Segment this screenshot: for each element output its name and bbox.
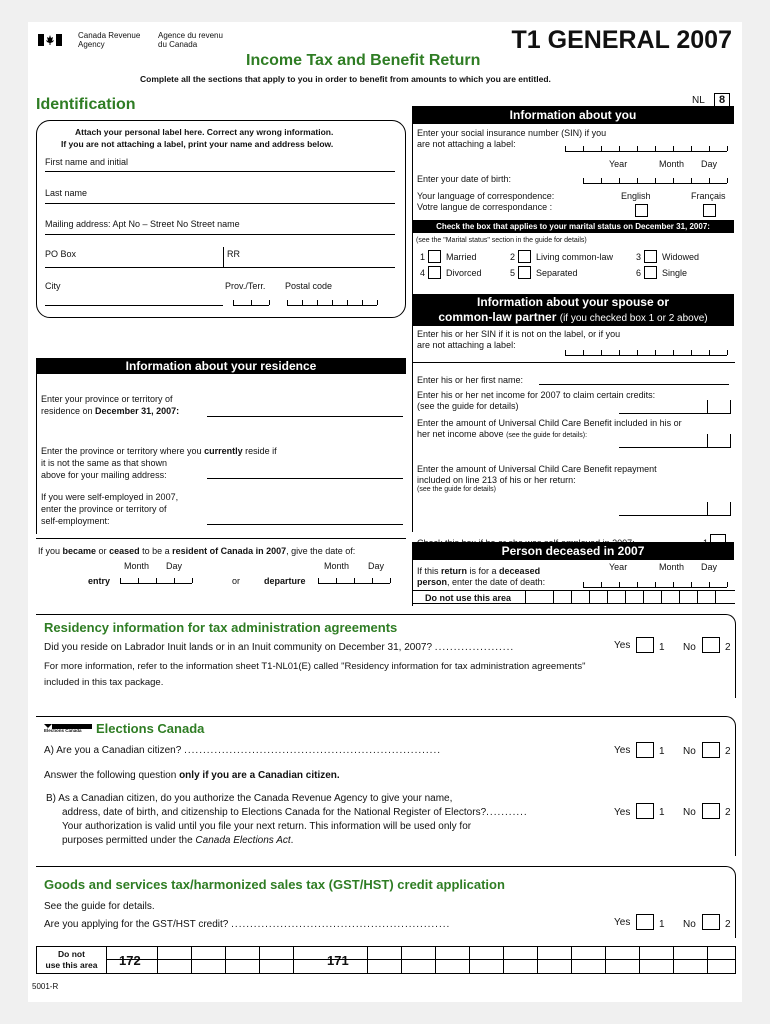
gst-no-checkbox[interactable] xyxy=(702,914,720,930)
widowed-checkbox[interactable] xyxy=(644,250,657,263)
mailing-address-label: Mailing address: Apt No – Street No Street name xyxy=(45,219,240,229)
residency-no-label: No xyxy=(683,642,696,653)
spouse-first-name-label: Enter his or her first name: xyxy=(417,375,524,385)
form-code: 5001-R xyxy=(32,982,59,991)
last-name-label: Last name xyxy=(45,188,88,198)
gst-section: Goods and services tax/harmonized sales tax (GST/HST) credit application See the guide for details. Are you applying for the GST/HST credit? .......................................................... Yes 1 No 2 xyxy=(36,866,736,938)
spouse-repayment-label-3: (see the guide for details) xyxy=(417,486,496,493)
marital-status-bar: Check the box that applies to your marital status on December 31, 2007: xyxy=(412,220,734,233)
english-checkbox[interactable] xyxy=(635,204,648,217)
francais-checkbox[interactable] xyxy=(703,204,716,217)
elections-question-b-4b: Canada Elections Act xyxy=(195,835,291,846)
elections-canada-logo xyxy=(42,722,94,735)
gst-yes-label: Yes xyxy=(614,917,631,928)
elections-answer-a: Answer the following question xyxy=(44,770,180,781)
entry-date-field[interactable] xyxy=(120,574,192,584)
residency-yes-num: 1 xyxy=(659,642,665,653)
common-law-checkbox[interactable] xyxy=(518,250,531,263)
elections-a-no-label: No xyxy=(683,746,696,757)
entry-month-label: Month xyxy=(124,561,150,571)
elections-b-yes-label: Yes xyxy=(614,807,631,818)
elections-b-no-num: 2 xyxy=(725,807,731,818)
form-instruction: Complete all the sections that apply to you in order to benefit from amounts to which you are entitled. xyxy=(140,74,551,84)
label-area[interactable] xyxy=(36,120,406,318)
married-label: Married xyxy=(446,252,477,262)
language-label-fr: Votre langue de correspondance : xyxy=(417,202,553,212)
deceased-header: Person deceased in 2007 xyxy=(412,542,734,560)
footer-not-use-area xyxy=(36,946,736,974)
spouse-title-2: common-law partner xyxy=(438,310,557,324)
became-label-e: to be a xyxy=(139,546,173,556)
residence-province-field[interactable] xyxy=(207,416,403,417)
residency-yes-checkbox[interactable] xyxy=(636,637,654,653)
agency-name-en: Canada Revenue Agency xyxy=(78,31,141,49)
dob-month-label: Month xyxy=(659,159,685,169)
po-box-label: PO Box xyxy=(45,249,77,259)
divorced-checkbox[interactable] xyxy=(428,266,441,279)
first-name-field[interactable] xyxy=(45,171,395,172)
deceased-label-1a: If this xyxy=(417,566,442,576)
elections-a-no-checkbox[interactable] xyxy=(702,742,720,758)
current-prov-label-1b: currently xyxy=(204,446,243,456)
gst-no-num: 2 xyxy=(725,919,731,930)
elections-a-yes-checkbox[interactable] xyxy=(636,742,654,758)
deceased-label-1d: deceased xyxy=(499,566,541,576)
elections-answer-b: only if you are a Canadian citizen. xyxy=(179,770,340,781)
footer-not-use-label xyxy=(37,947,107,973)
spouse-repayment-field[interactable] xyxy=(619,502,731,516)
footer-not-use-1: Do not xyxy=(58,949,85,959)
residence-prov-label-1: Enter your province or territory of xyxy=(41,394,173,404)
became-label-d: ceased xyxy=(109,546,140,556)
canada-flag-icon xyxy=(38,34,62,46)
separated-label: Separated xyxy=(536,268,578,278)
city-label: City xyxy=(45,281,61,291)
deceased-section xyxy=(412,560,734,606)
entry-label: entry xyxy=(88,576,111,586)
sin-field[interactable] xyxy=(565,142,727,152)
footer-code-171: 171 xyxy=(327,953,349,968)
residency-info-2: included in this tax package. xyxy=(44,677,164,688)
single-num: 6 xyxy=(636,268,642,278)
gst-question: Are you applying for the GST/HST credit? xyxy=(44,919,229,930)
deceased-month-label: Month xyxy=(659,562,685,572)
residency-section: Residency information for tax administration agreements Did you reside on Labrador Inuit lands or in an Inuit community on December 31, 2007? ..................... Yes 1 No 2 For more information, refer to the information sheet T1-NL01(E) called "Residency information for tax administration agreements" included in this tax package. xyxy=(36,614,736,698)
single-label: Single xyxy=(662,268,688,278)
gst-yes-checkbox[interactable] xyxy=(636,914,654,930)
francais-label: Français xyxy=(691,191,726,201)
entry-day-label: Day xyxy=(166,561,183,571)
dob-field[interactable] xyxy=(583,174,727,184)
spouse-sin-field[interactable] xyxy=(565,346,727,356)
departure-month-label: Month xyxy=(324,561,350,571)
dob-label: Enter your date of birth: xyxy=(417,174,512,184)
became-label-c: or xyxy=(96,546,110,556)
self-emp-prov-label-3: self-employment: xyxy=(41,516,110,526)
postal-code-label: Postal code xyxy=(285,281,333,291)
spouse-uccb-label-1: Enter the amount of Universal Child Care Benefit included in his or xyxy=(417,418,682,428)
footer-code-172: 172 xyxy=(119,953,141,968)
province-code: NL xyxy=(692,95,705,106)
elections-title: Elections Canada xyxy=(96,721,205,736)
spouse-repayment-label-1: Enter the amount of Universal Child Care Benefit repayment xyxy=(417,464,657,474)
elections-a-yes-num: 1 xyxy=(659,746,665,757)
english-label: English xyxy=(621,191,651,201)
city-field[interactable] xyxy=(45,305,223,306)
first-name-label: First name and initial xyxy=(45,157,129,167)
last-name-field[interactable] xyxy=(45,203,395,204)
residency-question: Did you reside on Labrador Inuit lands or in an Inuit community on December 31, 2007? xyxy=(44,642,433,653)
common-law-label: Living common-law xyxy=(536,252,614,262)
self-emp-prov-label-1: If you were self-employed in 2007, xyxy=(41,492,179,502)
divorced-label: Divorced xyxy=(446,268,482,278)
deceased-date-field[interactable] xyxy=(583,578,727,588)
marital-note: (see the "Marital status" section in the guide for details) xyxy=(416,237,587,244)
elections-logo-text: Elections Canada xyxy=(44,728,82,733)
agency-name-fr: Agence du revenu du Canada xyxy=(158,31,223,49)
elections-a-no-num: 2 xyxy=(725,746,731,757)
spouse-uccb-label-2b: (see the guide for details): xyxy=(506,432,588,439)
spouse-sin-label-2: are not attaching a label: xyxy=(417,340,516,350)
attach-line-2: If you are not attaching a label, print your name and address below. xyxy=(61,139,334,149)
spouse-repayment-label-2: included on line 213 of his or her return: xyxy=(417,475,576,485)
widowed-num: 3 xyxy=(636,252,642,262)
elections-b-no-label: No xyxy=(683,807,696,818)
spouse-header xyxy=(412,294,734,326)
form-subtitle: Income Tax and Benefit Return xyxy=(246,52,481,69)
spouse-income-label-2: (see the guide for details) xyxy=(417,401,519,411)
spouse-section xyxy=(412,326,734,532)
gst-title: Goods and services tax/harmonized sales tax (GST/HST) credit application xyxy=(44,877,505,892)
dob-year-label: Year xyxy=(609,159,628,169)
spouse-income-label-1: Enter his or her net income for 2007 to claim certain credits: xyxy=(417,390,656,400)
separated-num: 5 xyxy=(510,268,516,278)
residency-title: Residency information for tax administration agreements xyxy=(44,620,398,635)
prov-terr-label: Prov./Terr. xyxy=(225,281,266,291)
common-law-num: 2 xyxy=(510,252,516,262)
current-prov-label-1c: reside if xyxy=(242,446,277,456)
self-emp-province-field[interactable] xyxy=(207,524,403,525)
elections-section: Elections Canada Elections Canada A) Are you a Canadian citizen? .................................................................... Yes 1 No 2 Answer the following question only if you are a Canadian citizen. B) As a Canadian citizen, do you authorize the Canada Revenue Agency to give your name, address, date of birth, and citizenship to Elections Canada for the National Register of Electors?........... Your authorization is valid until you file your next return. This information will be used only for purposes permitted under the Canada Elections Act. Yes 1 No 2 xyxy=(36,716,736,856)
departure-date-field[interactable] xyxy=(318,574,390,584)
deceased-label-2a: person xyxy=(417,577,448,587)
departure-label: departure xyxy=(264,576,306,586)
divorced-num: 4 xyxy=(420,268,426,278)
spouse-uccb-label-2: her net income above xyxy=(417,429,504,439)
single-checkbox[interactable] xyxy=(644,266,657,279)
current-prov-label-3: above for your mailing address: xyxy=(41,470,167,480)
residence-prov-label-2b: December 31, 2007: xyxy=(95,406,180,416)
departure-day-label: Day xyxy=(368,561,385,571)
became-label-a: If you xyxy=(38,546,63,556)
spouse-uccb-field[interactable] xyxy=(619,434,731,448)
elections-question-b-4c: . xyxy=(290,835,294,846)
elections-question-b-2: address, date of birth, and citizenship to Elections Canada for the National Register of Electors? xyxy=(62,807,487,818)
spouse-income-field[interactable] xyxy=(619,400,731,414)
mailing-address-field[interactable] xyxy=(45,234,395,235)
identification-title: Identification xyxy=(36,96,136,113)
spouse-sin-label-1: Enter his or her SIN if it is not on the label, or if you xyxy=(417,329,621,339)
residency-no-checkbox[interactable] xyxy=(702,637,720,653)
separated-checkbox[interactable] xyxy=(518,266,531,279)
self-emp-prov-label-2: enter the province or territory of xyxy=(41,504,167,514)
about-you-header: Information about you xyxy=(412,106,734,124)
province-number: 8 xyxy=(714,93,730,108)
residency-no-num: 2 xyxy=(725,642,731,653)
dob-day-label: Day xyxy=(701,159,718,169)
gst-guide-label: See the guide for details. xyxy=(44,901,155,912)
or-label: or xyxy=(232,576,241,586)
deceased-not-use-area xyxy=(413,590,735,604)
elections-question-b-4a: purposes permitted under the xyxy=(62,835,196,846)
sin-label-2: are not attaching a label: xyxy=(417,139,516,149)
became-label-b: became xyxy=(62,546,97,556)
widowed-label: Widowed xyxy=(662,252,700,262)
residence-section xyxy=(36,374,406,534)
deceased-label-1c: is for a xyxy=(467,566,500,576)
current-prov-label-2: it is not the same as that shown xyxy=(41,458,168,468)
residence-prov-label-2a: residence on xyxy=(41,406,96,416)
married-num: 1 xyxy=(420,252,426,262)
spouse-title-2b: (if you checked box 1 or 2 above) xyxy=(559,313,708,324)
deceased-label-2b: , enter the date of death: xyxy=(447,577,546,587)
form-title: T1 GENERAL 2007 xyxy=(511,26,732,54)
current-prov-label-1a: Enter the province or territory where you xyxy=(41,446,205,456)
gst-no-label: No xyxy=(683,919,696,930)
po-box-field[interactable] xyxy=(45,267,395,268)
spouse-title-1: Information about your spouse or xyxy=(476,295,669,309)
elections-question-a: A) Are you a Canadian citizen? xyxy=(44,745,182,756)
deceased-not-use-label: Do not use this area xyxy=(425,593,512,603)
residence-header: Information about your residence xyxy=(36,358,406,374)
became-label-g: , give the date of: xyxy=(286,546,356,556)
deceased-year-label: Year xyxy=(609,562,628,572)
elections-a-yes-label: Yes xyxy=(614,745,631,756)
residency-yes-label: Yes xyxy=(614,640,631,651)
current-province-field[interactable] xyxy=(207,478,403,479)
footer-not-use-2: use this area xyxy=(45,960,98,970)
deceased-day-label: Day xyxy=(701,562,718,572)
elections-b-no-checkbox[interactable] xyxy=(702,803,720,819)
language-label-en: Your language of correspondence: xyxy=(417,191,555,201)
postal-code-field[interactable] xyxy=(287,296,377,306)
tax-form-page xyxy=(28,22,742,1002)
deceased-label-1b: return xyxy=(441,566,468,576)
married-checkbox[interactable] xyxy=(428,250,441,263)
sin-label-1: Enter your social insurance number (SIN) if you xyxy=(417,128,607,138)
attach-line-1: Attach your personal label here. Correct any wrong information. xyxy=(75,127,334,137)
prov-terr-field[interactable] xyxy=(233,296,269,306)
spouse-first-name-field[interactable] xyxy=(539,384,729,385)
elections-b-yes-checkbox[interactable] xyxy=(636,803,654,819)
residency-info-1: For more information, refer to the information sheet T1-NL01(E) called "Residency information for tax administration agreements" xyxy=(44,661,586,672)
rr-label: RR xyxy=(227,249,240,259)
elections-question-b-3: Your authorization is valid until you file your next return. This information will be used only for xyxy=(62,821,472,832)
elections-question-b-1: B) As a Canadian citizen, do you authorize the Canada Revenue Agency to give your name, xyxy=(46,793,453,804)
elections-b-yes-num: 1 xyxy=(659,807,665,818)
became-label-f: resident of Canada in 2007 xyxy=(172,546,287,556)
gst-yes-num: 1 xyxy=(659,919,665,930)
